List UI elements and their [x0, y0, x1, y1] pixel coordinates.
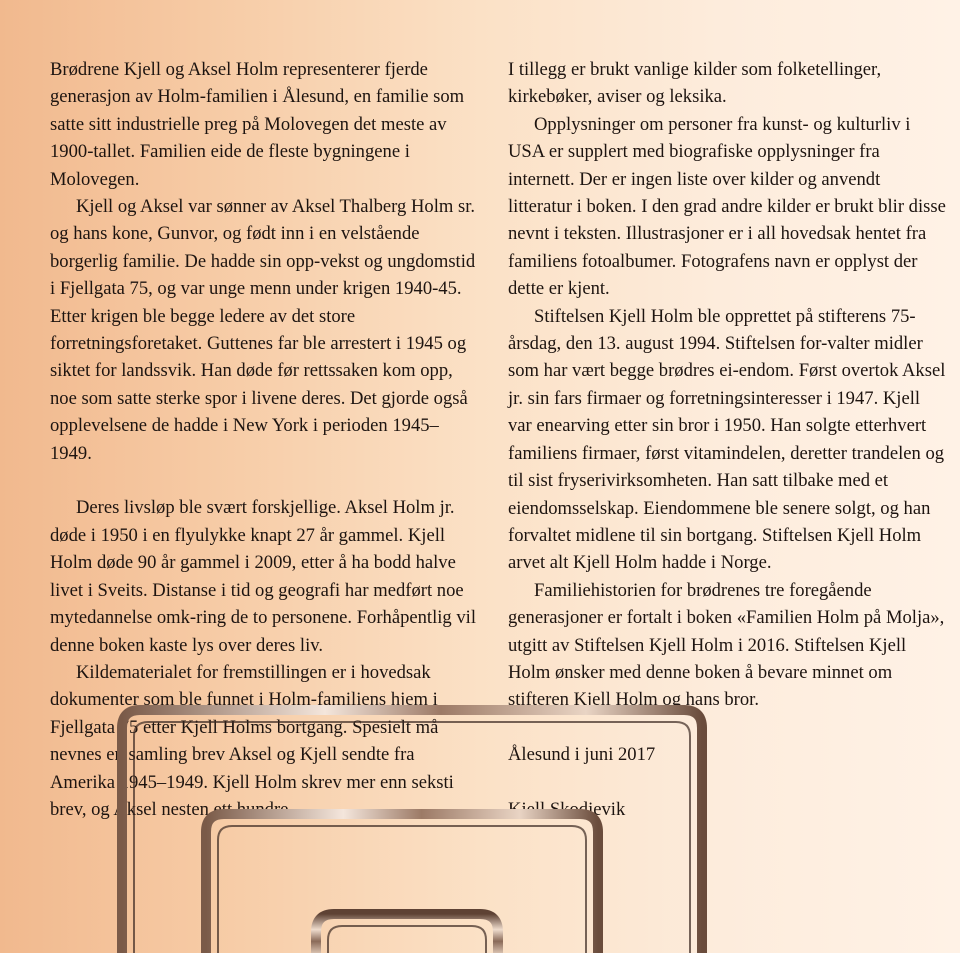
medium-frame	[206, 814, 598, 953]
paragraph-intro: Brødrene Kjell og Aksel Holm representerer fjerde generasjon av Holm-familien i Ålesund, en familie som satte sitt industrielle preg på Molovegen det meste av 1900-tallet. Familien eide de fleste bygningene i Molovegen.	[50, 59, 465, 190]
paragraph-gap	[50, 467, 480, 494]
small-frame	[316, 914, 498, 953]
paragraph-family-history: Familiehistorien for brødrenes tre foregående generasjoner er fortalt i boken «Familien Holm på Molja», utgitt av Stiftelsen Kjell Holm i 2016. Stiftelsen Kjell Holm ønsker med denne boken å bevare minnet om stifteren Kjell Holm og hans bror.	[508, 579, 945, 711]
right-column	[508, 56, 948, 823]
paragraph-lives: Deres livsløp ble svært forskjellige. Aksel Holm jr. døde i 1950 i en flyulykke knapt 27 år gammel. Kjell Holm døde 90 år gammel i 2009, etter å ha bodd halve livet i Sveits. Distanse i tid og geografi har medført noe mytedannelse omk-ring de to personene. Forhåpentlig vil denne boken kaste lys over deres liv.	[50, 497, 477, 656]
paragraph-foundation: Stiftelsen Kjell Holm ble opprettet på stifterens 75-årsdag, den 13. august 1994. Stiftelsen for-valter midler som har vært begge brødres ei-endom. Først overtok Aksel jr. sin fars firmaer og forretningsinteresser i 1947. Kjell var enearving etter sin bror i 1950. Han solgte etterhvert familiens firmaer, først vitamindelen, deretter trandelen og til sist fryserivirksomheten. Han satt tilbake med et eiendomsselskap. Eiendommene ble senere solgt, og han forvaltet midlene til sin bortgang. Stiftelsen Kjell Holm arvet alt Kjell Holm hadde i Norge.	[508, 305, 946, 574]
left-column	[50, 56, 480, 823]
paragraph-other-sources: I tillegg er brukt vanlige kilder som folketellinger, kirkebøker, aviser og leksika.	[508, 59, 882, 108]
paragraph-brothers: Kjell og Aksel var sønner av Aksel Thalberg Holm sr. og hans kone, Gunvor, og født inn i en velstående borgerlig familie. De hadde sin opp-vekst og ungdomstid i Fjellgata 75, og var unge menn under krigen 1940-45. Etter krigen ble begge ledere av det store forretningsforetaket. Guttenes far ble arrestert i 1945 og siktet for landssvik. Han døde før rettssaken kom opp, noe som satte sterke spor i livene deres. Det gjorde også opplevelsene de hadde i New York i perioden 1945–1949.	[50, 196, 476, 464]
author-signature: Kjell Skodjevik	[508, 798, 626, 820]
paragraph-usa-info: Opplysninger om personer fra kunst- og kulturliv i USA er supplert med biografiske opplysninger fra internett. Der er ingen liste over kilder og anvendt litteratur i boken. I den grad andre kilder er brukt blir disse nevnt i teksten. Illustrasjoner er i all hovedsak hentet fra familiens fotoalbumer. Fotografens navn er opplyst der dette er kjent.	[508, 113, 946, 300]
place-date: Ålesund i juni 2017	[508, 744, 656, 766]
paragraph-sources: Kildematerialet for fremstillingen er i hovedsak dokumenter som ble funnet i Holm-familiens hjem i Fjellgata 75 etter Kjell Holms bortgang. Spesielt må nevnes en samling brev Aksel og Kjell sendte fra Amerika 1945–1949. Kjell Holm skrev mer enn seksti brev, og Aksel nesten ett hundre.	[50, 661, 454, 820]
